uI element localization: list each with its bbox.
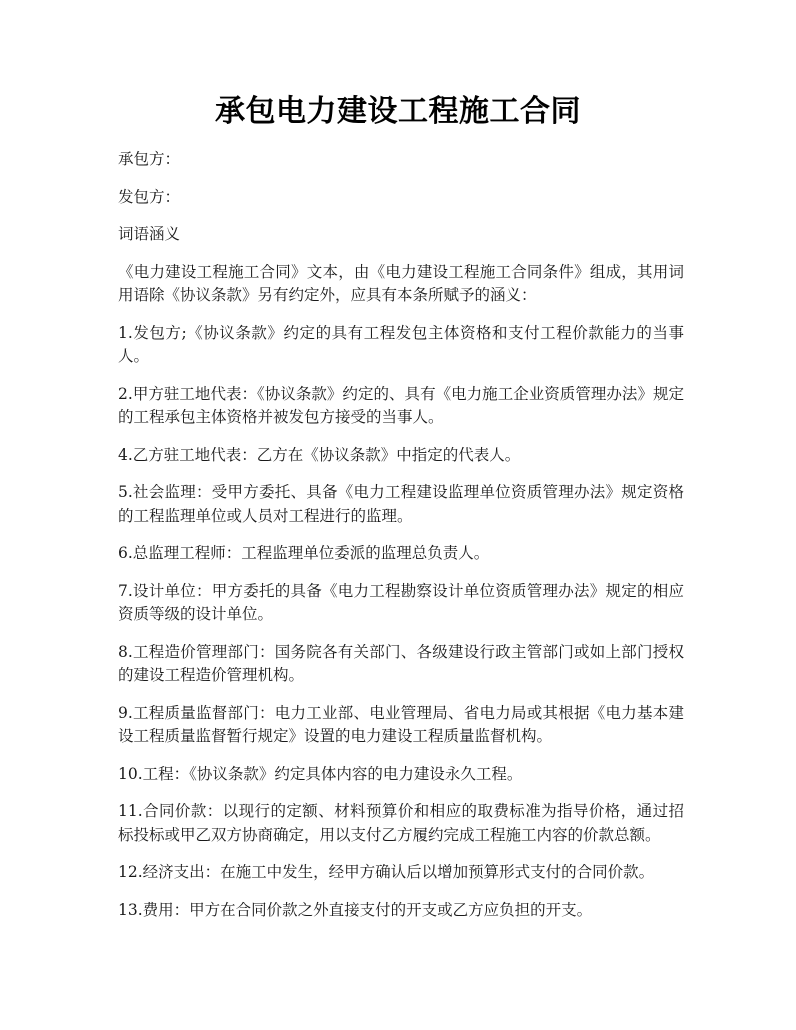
party-employer: 发包方： (118, 187, 181, 206)
clause-11: 11.合同价款：以现行的定额、材料预算价和相应的取费标准为指导价格，通过招标投标或甲乙双方协商确定，用以支付乙方履约完成工程施工内容的价款总额。 (118, 802, 684, 844)
document-body (118, 148, 684, 936)
clause-12: 12.经济支出：在施工中发生，经甲方确认后以增加预算形式支付的合同价款。 (118, 863, 655, 881)
clause-13: 13.费用：甲方在合同价款之外直接支付的开支或乙方应负担的开支。 (118, 900, 593, 919)
definitions-intro: 《电力建设工程施工合同》文本，由《电力建设工程施工合同条件》组成，其用词用语除《协议条款》另有约定外，应具有本条所赋予的涵义： (118, 262, 684, 304)
clause-10: 10.工程：《协议条款》约定具体内容的电力建设永久工程。 (118, 764, 523, 783)
clause-1: 1.发包方;《协议条款》约定的具有工程发包主体资格和支付工程价款能力的当事人。 (118, 323, 684, 365)
party-contractor: 承包方： (118, 150, 181, 168)
document-title: 承包电力建设工程施工合同 (215, 94, 581, 129)
clause-8: 8.工程造价管理部门：国务院各有关部门、各级建设行政主管部门或如上部门授权的建设工程造价管理机构。 (118, 642, 684, 684)
clause-5: 5.社会监理：受甲方委托、具备《电力工程建设监理单位资质管理办法》规定资格的工程监理单位或人员对工程进行的监理。 (118, 483, 684, 525)
clause-4: 4.乙方驻工地代表：乙方在《协议条款》中指定的代表人。 (118, 445, 521, 464)
clause-7: 7.设计单位：甲方委托的具备《电力工程勘察设计单位资质管理办法》规定的相应资质等级的设计单位。 (118, 581, 684, 623)
clause-9: 9.工程质量监督部门：电力工业部、电业管理局、省电力局或其根据《电力基本建设工程质量监督暂行规定》设置的电力建设工程质量监督机构。 (118, 703, 684, 745)
clause-6: 6.总监理工程师：工程监理单位委派的监理总负责人。 (118, 544, 490, 562)
section-heading-definitions: 词语涵义 (118, 225, 181, 243)
clause-2: 2.甲方驻工地代表：《协议条款》约定的、具有《电力施工企业资质管理办法》规定的工程承包主体资格并被发包方接受的当事人。 (118, 384, 684, 426)
